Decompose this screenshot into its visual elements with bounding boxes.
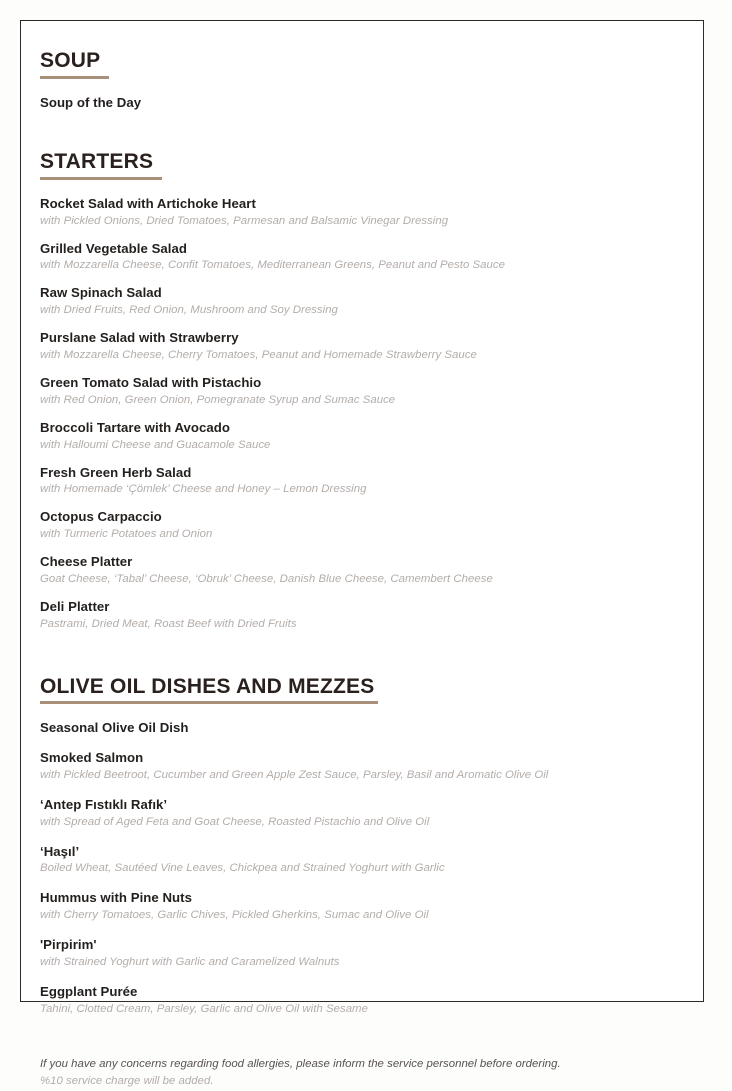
item-description: Goat Cheese, ‘Tabal’ Cheese, ‘Obruk’ Cheese, Danish Blue Cheese, Camembert Cheese — [40, 572, 493, 585]
item-name: Fresh Green Herb Salad — [40, 464, 192, 480]
item-name: Smoked Salmon — [40, 749, 144, 765]
menu-item — [40, 195, 689, 230]
item-description: with Cherry Tomatoes, Garlic Chives, Pickled Gherkins, Sumac and Olive Oil — [40, 909, 429, 922]
item-name: ‘Haşıl’ — [40, 843, 80, 859]
menu-item — [40, 983, 689, 1018]
section-heading-soup: SOUP — [40, 49, 109, 79]
item-description: with Turmeric Potatoes and Onion — [40, 528, 213, 541]
item-name: Rocket Salad with Artichoke Heart — [40, 195, 256, 211]
menu-item — [40, 843, 689, 878]
menu-item — [40, 284, 689, 319]
menu-item — [40, 598, 689, 633]
section-starters — [40, 150, 689, 632]
item-description: Boiled Wheat, Sautéed Vine Leaves, Chickpea and Strained Yoghurt with Garlic — [40, 862, 445, 875]
menu-item — [40, 374, 689, 409]
item-name: Hummus with Pine Nuts — [40, 890, 192, 906]
menu-item — [40, 94, 689, 112]
item-name: Seasonal Olive Oil Dish — [40, 720, 189, 736]
section-heading-olive-oil-dishes: OLIVE OIL DISHES AND MEZZES — [40, 675, 378, 705]
item-list-starters — [40, 195, 689, 633]
item-name: Octopus Carpaccio — [40, 509, 162, 525]
menu-item — [40, 464, 689, 499]
allergy-notice: If you have any concerns regarding food allergies, please inform the service personnel before ordering. — [40, 1057, 561, 1070]
menu-content — [40, 37, 689, 1088]
item-list-soup — [40, 94, 689, 112]
item-name: Grilled Vegetable Salad — [40, 240, 188, 256]
section-heading-starters: STARTERS — [40, 150, 162, 180]
item-description: with Pickled Onions, Dried Tomatoes, Parmesan and Balsamic Vinegar Dressing — [40, 214, 449, 227]
service-charge-notice: %10 service charge will be added. — [40, 1075, 214, 1088]
item-description: Pastrami, Dried Meat, Roast Beef with Dried Fruits — [40, 617, 297, 630]
item-name: Green Tomato Salad with Pistachio — [40, 374, 262, 390]
item-description: Tahini, Clotted Cream, Parsley, Garlic and Olive Oil with Sesame — [40, 1002, 368, 1015]
menu-item — [40, 553, 689, 588]
menu-item — [40, 719, 689, 737]
menu-item — [40, 419, 689, 454]
item-description: with Red Onion, Green Onion, Pomegranate Syrup and Sumac Sauce — [40, 393, 396, 406]
item-name: ‘Antep Fıstıklı Rafık’ — [40, 796, 168, 812]
section-soup — [40, 49, 689, 111]
item-description: with Spread of Aged Feta and Goat Cheese, Roasted Pistachio and Olive Oil — [40, 815, 430, 828]
item-description: with Halloumi Cheese and Guacamole Sauce — [40, 438, 271, 451]
item-description: with Homemade ‘Çömlek’ Cheese and Honey – Lemon Dressing — [40, 483, 367, 496]
menu-item — [40, 936, 689, 971]
menu-item — [40, 796, 689, 831]
item-list-olive-oil-dishes — [40, 719, 689, 1018]
footer-notes — [40, 1056, 689, 1091]
menu-item — [40, 240, 689, 275]
item-name: Broccoli Tartare with Avocado — [40, 419, 231, 435]
item-name: Soup of the Day — [40, 94, 142, 110]
item-description: with Pickled Beetroot, Cucumber and Green Apple Zest Sauce, Parsley, Basil and Aromatic Olive Oil — [40, 768, 549, 781]
item-name: Raw Spinach Salad — [40, 285, 162, 301]
item-name: 'Pirpirim' — [40, 937, 97, 953]
menu-item — [40, 329, 689, 364]
section-olive-oil-dishes — [40, 675, 689, 1018]
item-description: with Dried Fruits, Red Onion, Mushroom and Soy Dressing — [40, 304, 338, 317]
item-description: with Mozzarella Cheese, Confit Tomatoes, Mediterranean Greens, Peanut and Pesto Sauce — [40, 259, 505, 272]
menu-item — [40, 889, 689, 924]
item-name: Deli Platter — [40, 598, 110, 614]
menu-item — [40, 749, 689, 784]
item-name: Eggplant Purée — [40, 983, 138, 999]
item-name: Cheese Platter — [40, 554, 133, 570]
item-description: with Strained Yoghurt with Garlic and Caramelized Walnuts — [40, 955, 340, 968]
menu-item — [40, 508, 689, 543]
menu-page-frame — [20, 20, 704, 1088]
item-name: Purslane Salad with Strawberry — [40, 330, 239, 346]
item-description: with Mozzarella Cheese, Cherry Tomatoes, Peanut and Homemade Strawberry Sauce — [40, 349, 477, 361]
